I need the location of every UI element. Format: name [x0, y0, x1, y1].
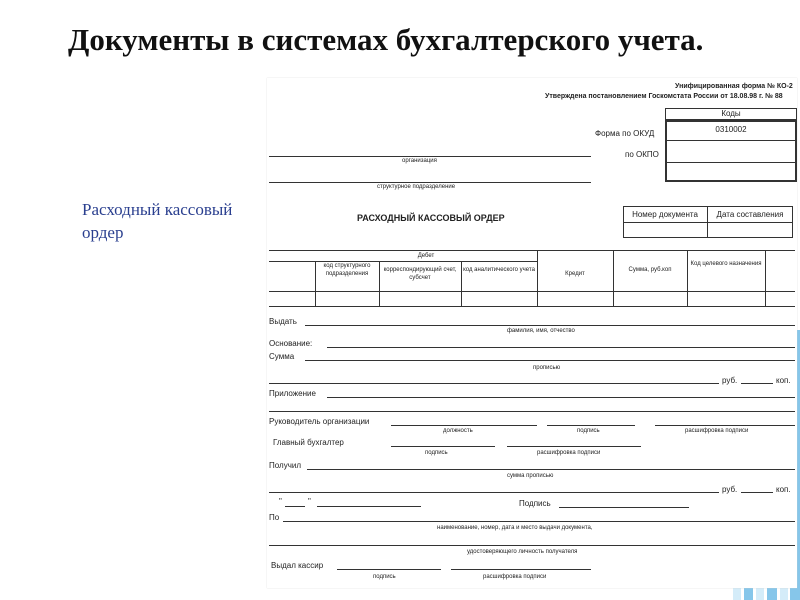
issue-label: Выдать — [269, 317, 297, 326]
document-title: РАСХОДНЫЙ КАССОВЫЙ ОРДЕР — [357, 213, 505, 223]
col-sum: Сумма, руб.коп — [628, 267, 672, 273]
approved-label: Утверждена постановлением Госкомстата России от 18.08.98 г. № 88 — [545, 93, 783, 100]
chief-decoding-caption: расшифровка подписи — [537, 450, 601, 456]
doc-number-header: Номер документа — [632, 210, 698, 219]
kop-label: коп. — [776, 376, 791, 385]
debit-header: Дебет — [417, 253, 435, 259]
doc-date-header: Дата составления — [716, 210, 784, 219]
position-caption: должность — [443, 428, 473, 434]
rub-label-2: руб. — [722, 485, 738, 494]
by-label: По — [269, 513, 280, 522]
codes-header: Коды — [721, 109, 741, 118]
basis-label: Основание: — [269, 339, 313, 348]
okpo-label: по ОКПО — [625, 150, 659, 159]
okud-label: Форма по ОКУД — [595, 129, 655, 138]
issue-caption: фамилия, имя, отчество — [507, 328, 575, 334]
col-dept-code: код структурного подразделения — [323, 263, 371, 277]
unified-form-label: Унифицированная форма № КО-2 — [675, 83, 793, 90]
chief-signature-caption: подпись — [425, 450, 448, 456]
chief-accountant-label: Главный бухгалтер — [273, 438, 344, 447]
slide-subtitle: Расходный кассовый ордер — [82, 200, 233, 242]
attachment-label: Приложение — [269, 389, 316, 398]
department-caption: структурное подразделение — [377, 184, 456, 190]
kop-label-2: коп. — [776, 485, 791, 494]
signature-label: Подпись — [519, 499, 551, 508]
organization-caption: организация — [402, 158, 437, 164]
rub-label: руб. — [722, 376, 738, 385]
head-label: Руководитель организации — [269, 417, 370, 426]
signature-decoding-caption: расшифровка подписи — [685, 428, 749, 434]
sum-label: Сумма — [269, 352, 295, 361]
sum-caption: прописью — [533, 365, 561, 371]
signature-caption: подпись — [577, 428, 600, 434]
slide-title: Документы в системах бухгалтерского учета. — [68, 22, 704, 57]
cashier-signature-caption: подпись — [373, 574, 396, 580]
col-target-code: Код целевого назначения — [690, 261, 762, 267]
okud-value: 0310002 — [715, 125, 747, 134]
identity-caption: удостоверяющего личность получателя — [467, 549, 578, 555]
col-credit: Кредит — [565, 271, 585, 277]
cash-order-form — [267, 78, 797, 588]
col-analytics-code: код аналитического учета — [463, 267, 535, 273]
received-caption: сумма прописью — [507, 473, 554, 479]
cashier-label: Выдал кассир — [271, 561, 324, 570]
received-label: Получил — [269, 461, 301, 470]
cashier-decoding-caption: расшифровка подписи — [483, 574, 547, 580]
date-close-quote: " — [308, 497, 311, 506]
by-caption: наименование, номер, дата и место выдачи документа, — [437, 525, 593, 531]
date-open-quote: " — [279, 497, 282, 506]
col-corr-account: корреспондирующий счет, субсчет — [383, 267, 457, 281]
